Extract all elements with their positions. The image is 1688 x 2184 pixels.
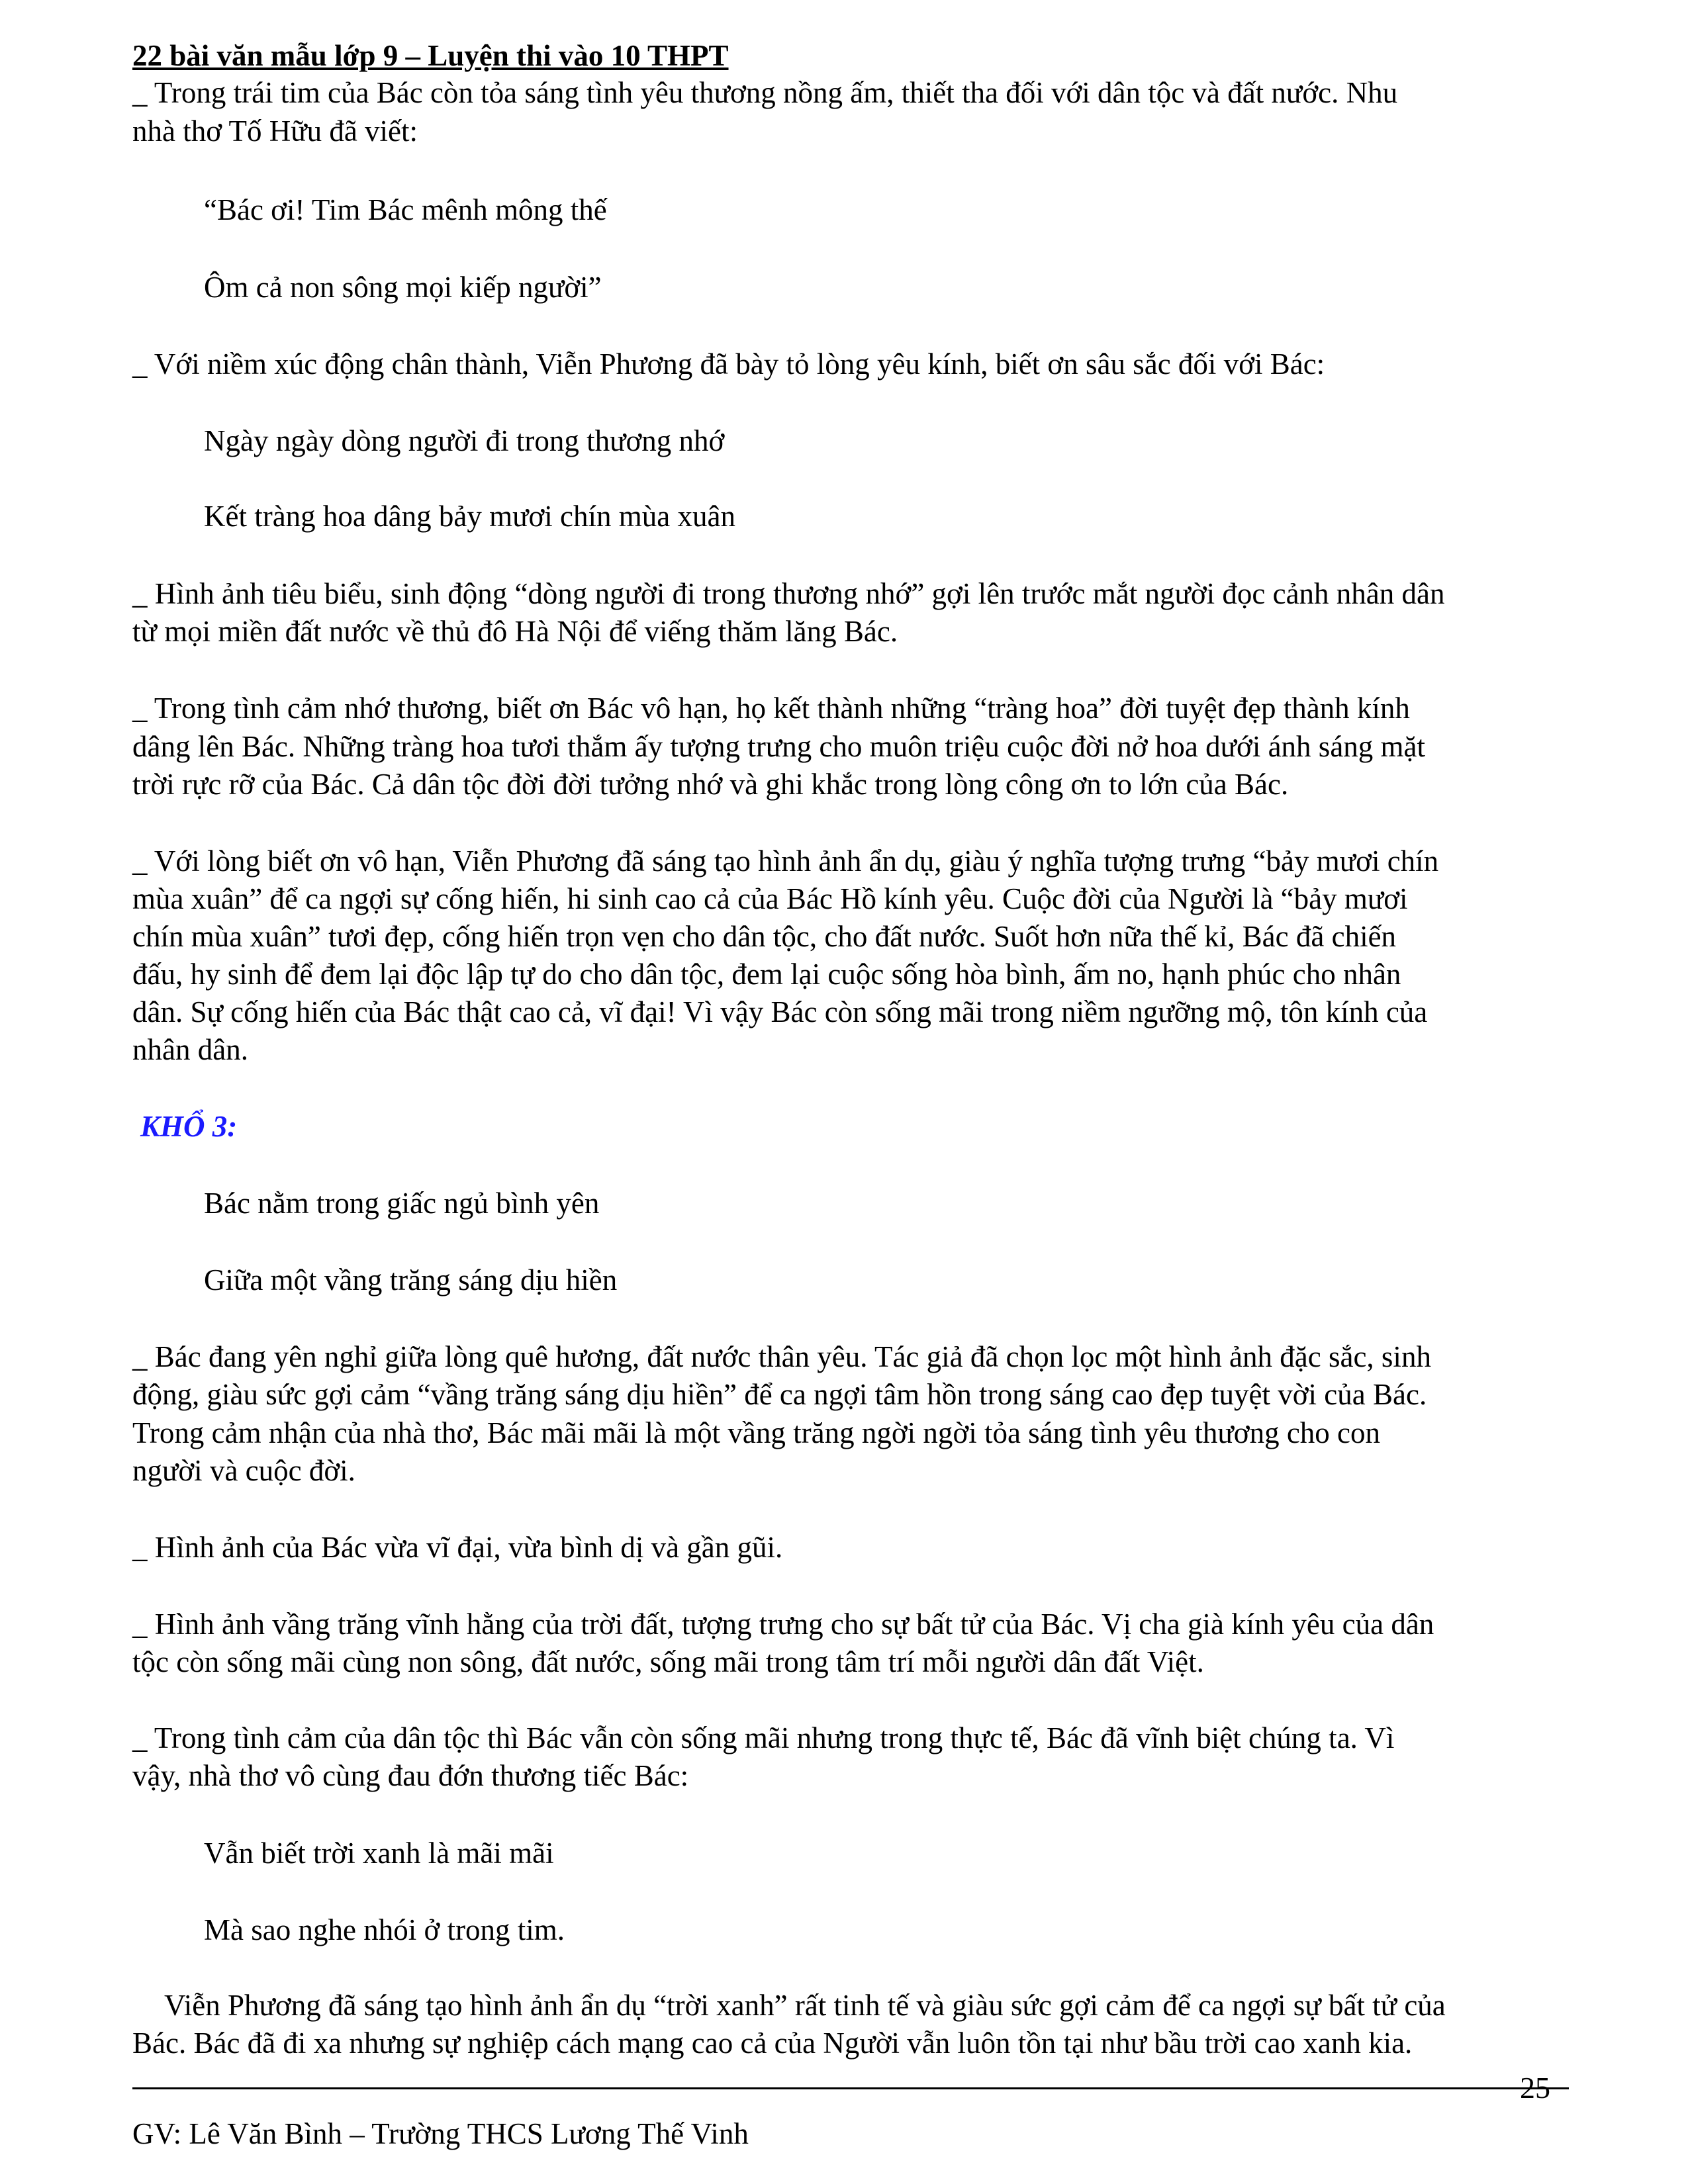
paragraph-line: đấu, hy sinh để đem lại độc lập tự do cho dân tộc, đem lại cuộc sống hòa bình, ấm no, hạnh phúc cho nhân (132, 958, 1401, 991)
paragraph-line: mùa xuân” để ca ngợi sự cống hiến, hi sinh cao cả của Bác Hồ kính yêu. Cuộc đời của Người là “bảy mươi (132, 882, 1408, 915)
paragraph-line: _ Trong tình cảm nhớ thương, biết ơn Bác vô hạn, họ kết thành những “tràng hoa” đời tuyệt đẹp thành kính (132, 692, 1410, 725)
paragraph-line: chín mùa xuân” tươi đẹp, cống hiến trọn vẹn cho dân tộc, cho đất nước. Suốt hơn nữa thế kỉ, Bác đã chiến (132, 920, 1397, 953)
paragraph-line: tộc còn sống mãi cùng non sông, đất nước, sống mãi trong tâm trí mỗi người dân đất Việt. (132, 1645, 1204, 1678)
paragraph-line: _ Hình ảnh tiêu biểu, sinh động “dòng người đi trong thương nhớ” gợi lên trước mắt người đọc cảnh nhân dân (132, 577, 1445, 610)
paragraph-line: Viễn Phương đã sáng tạo hình ảnh ẩn dụ “trời xanh” rất tinh tế và giàu sức gợi cảm để ca ngợi sự bất tử của (164, 1989, 1446, 2022)
paragraph-line: động, giàu sức gợi cảm “vầng trăng sáng dịu hiền” để ca ngợi tâm hồn trong sáng cao đẹp tuyệt vời của Bác. (132, 1378, 1427, 1411)
paragraph-line: _ Với niềm xúc động chân thành, Viễn Phương đã bày tỏ lòng yêu kính, biết ơn sâu sắc đối với Bác: (132, 347, 1325, 381)
paragraph-line: _ Bác đang yên nghỉ giữa lòng quê hương, đất nước thân yêu. Tác giả đã chọn lọc một hình ảnh đặc sắc, sinh (132, 1340, 1431, 1373)
paragraph-line: _ Hình ảnh của Bác vừa vĩ đại, vừa bình dị và gần gũi. (132, 1531, 783, 1564)
verse-line: Bác nằm trong giấc ngủ bình yên (204, 1187, 600, 1220)
paragraph-line: _ Hình ảnh vầng trăng vĩnh hằng của trời đất, tượng trưng cho sự bất tử của Bác. Vị cha già kính yêu của dân (132, 1608, 1434, 1641)
paragraph-line: dân. Sự cống hiến của Bác thật cao cả, vĩ đại! Vì vậy Bác còn sống mãi trong niềm ngưỡng mộ, tôn kính của (132, 995, 1428, 1028)
paragraph-line: _ Với lòng biết ơn vô hạn, Viễn Phương đã sáng tạo hình ảnh ẩn dụ, giàu ý nghĩa tượng trưng “bảy mươi chín (132, 844, 1439, 878)
paragraph-line: từ mọi miền đất nước về thủ đô Hà Nội để viếng thăm lăng Bác. (132, 615, 898, 648)
section-heading: KHỔ 3: (140, 1110, 238, 1143)
paragraph-line: vậy, nhà thơ vô cùng đau đớn thương tiếc Bác: (132, 1759, 689, 1792)
verse-line: Vẫn biết trời xanh là mãi mãi (204, 1837, 554, 1870)
document-header-title: 22 bài văn mẫu lớp 9 – Luyện thi vào 10 THPT (132, 39, 729, 72)
paragraph-line: trời rực rỡ của Bác. Cả dân tộc đời đời tưởng nhớ và ghi khắc trong lòng công ơn to lớn của Bác. (132, 768, 1289, 801)
paragraph-line: người và cuộc đời. (132, 1454, 355, 1487)
paragraph-line: dâng lên Bác. Những tràng hoa tươi thắm ấy tượng trưng cho muôn triệu cuộc đời nở hoa dưới ánh sáng mặt (132, 730, 1426, 763)
footer-text: GV: Lê Văn Bình – Trường THCS Lương Thế Vinh (132, 2117, 749, 2150)
verse-line: Ngày ngày dòng người đi trong thương nhớ (204, 424, 725, 457)
paragraph-line: _ Trong trái tim của Bác còn tỏa sáng tình yêu thương nồng ấm, thiết tha đối với dân tộc và đất nước. Nhu (132, 76, 1398, 109)
paragraph-line: _ Trong tình cảm của dân tộc thì Bác vẫn còn sống mãi nhưng trong thực tế, Bác đã vĩnh biệt chúng ta. Vì (132, 1721, 1395, 1754)
verse-line: Kết tràng hoa dâng bảy mươi chín mùa xuân (204, 500, 735, 533)
verse-line: Giữa một vầng trăng sáng dịu hiền (204, 1263, 618, 1297)
paragraph-line: nhân dân. (132, 1033, 248, 1066)
page-number: 25 (1520, 2071, 1550, 2105)
paragraph-line: Bác. Bác đã đi xa nhưng sự nghiệp cách mạng cao cả của Người vẫn luôn tồn tại như bầu trời cao xanh kia. (132, 2026, 1413, 2060)
verse-line: Mà sao nghe nhói ở trong tim. (204, 1913, 565, 1946)
paragraph-line: Trong cảm nhận của nhà thơ, Bác mãi mãi là một vầng trăng ngời ngời tỏa sáng tình yêu thương cho con (132, 1416, 1381, 1449)
verse-line: Ôm cả non sông mọi kiếp người” (204, 271, 602, 304)
footer-divider (132, 2087, 1569, 2089)
verse-line: “Bác ơi! Tim Bác mênh mông thế (204, 193, 607, 226)
paragraph-line: nhà thơ Tố Hữu đã viết: (132, 114, 418, 148)
